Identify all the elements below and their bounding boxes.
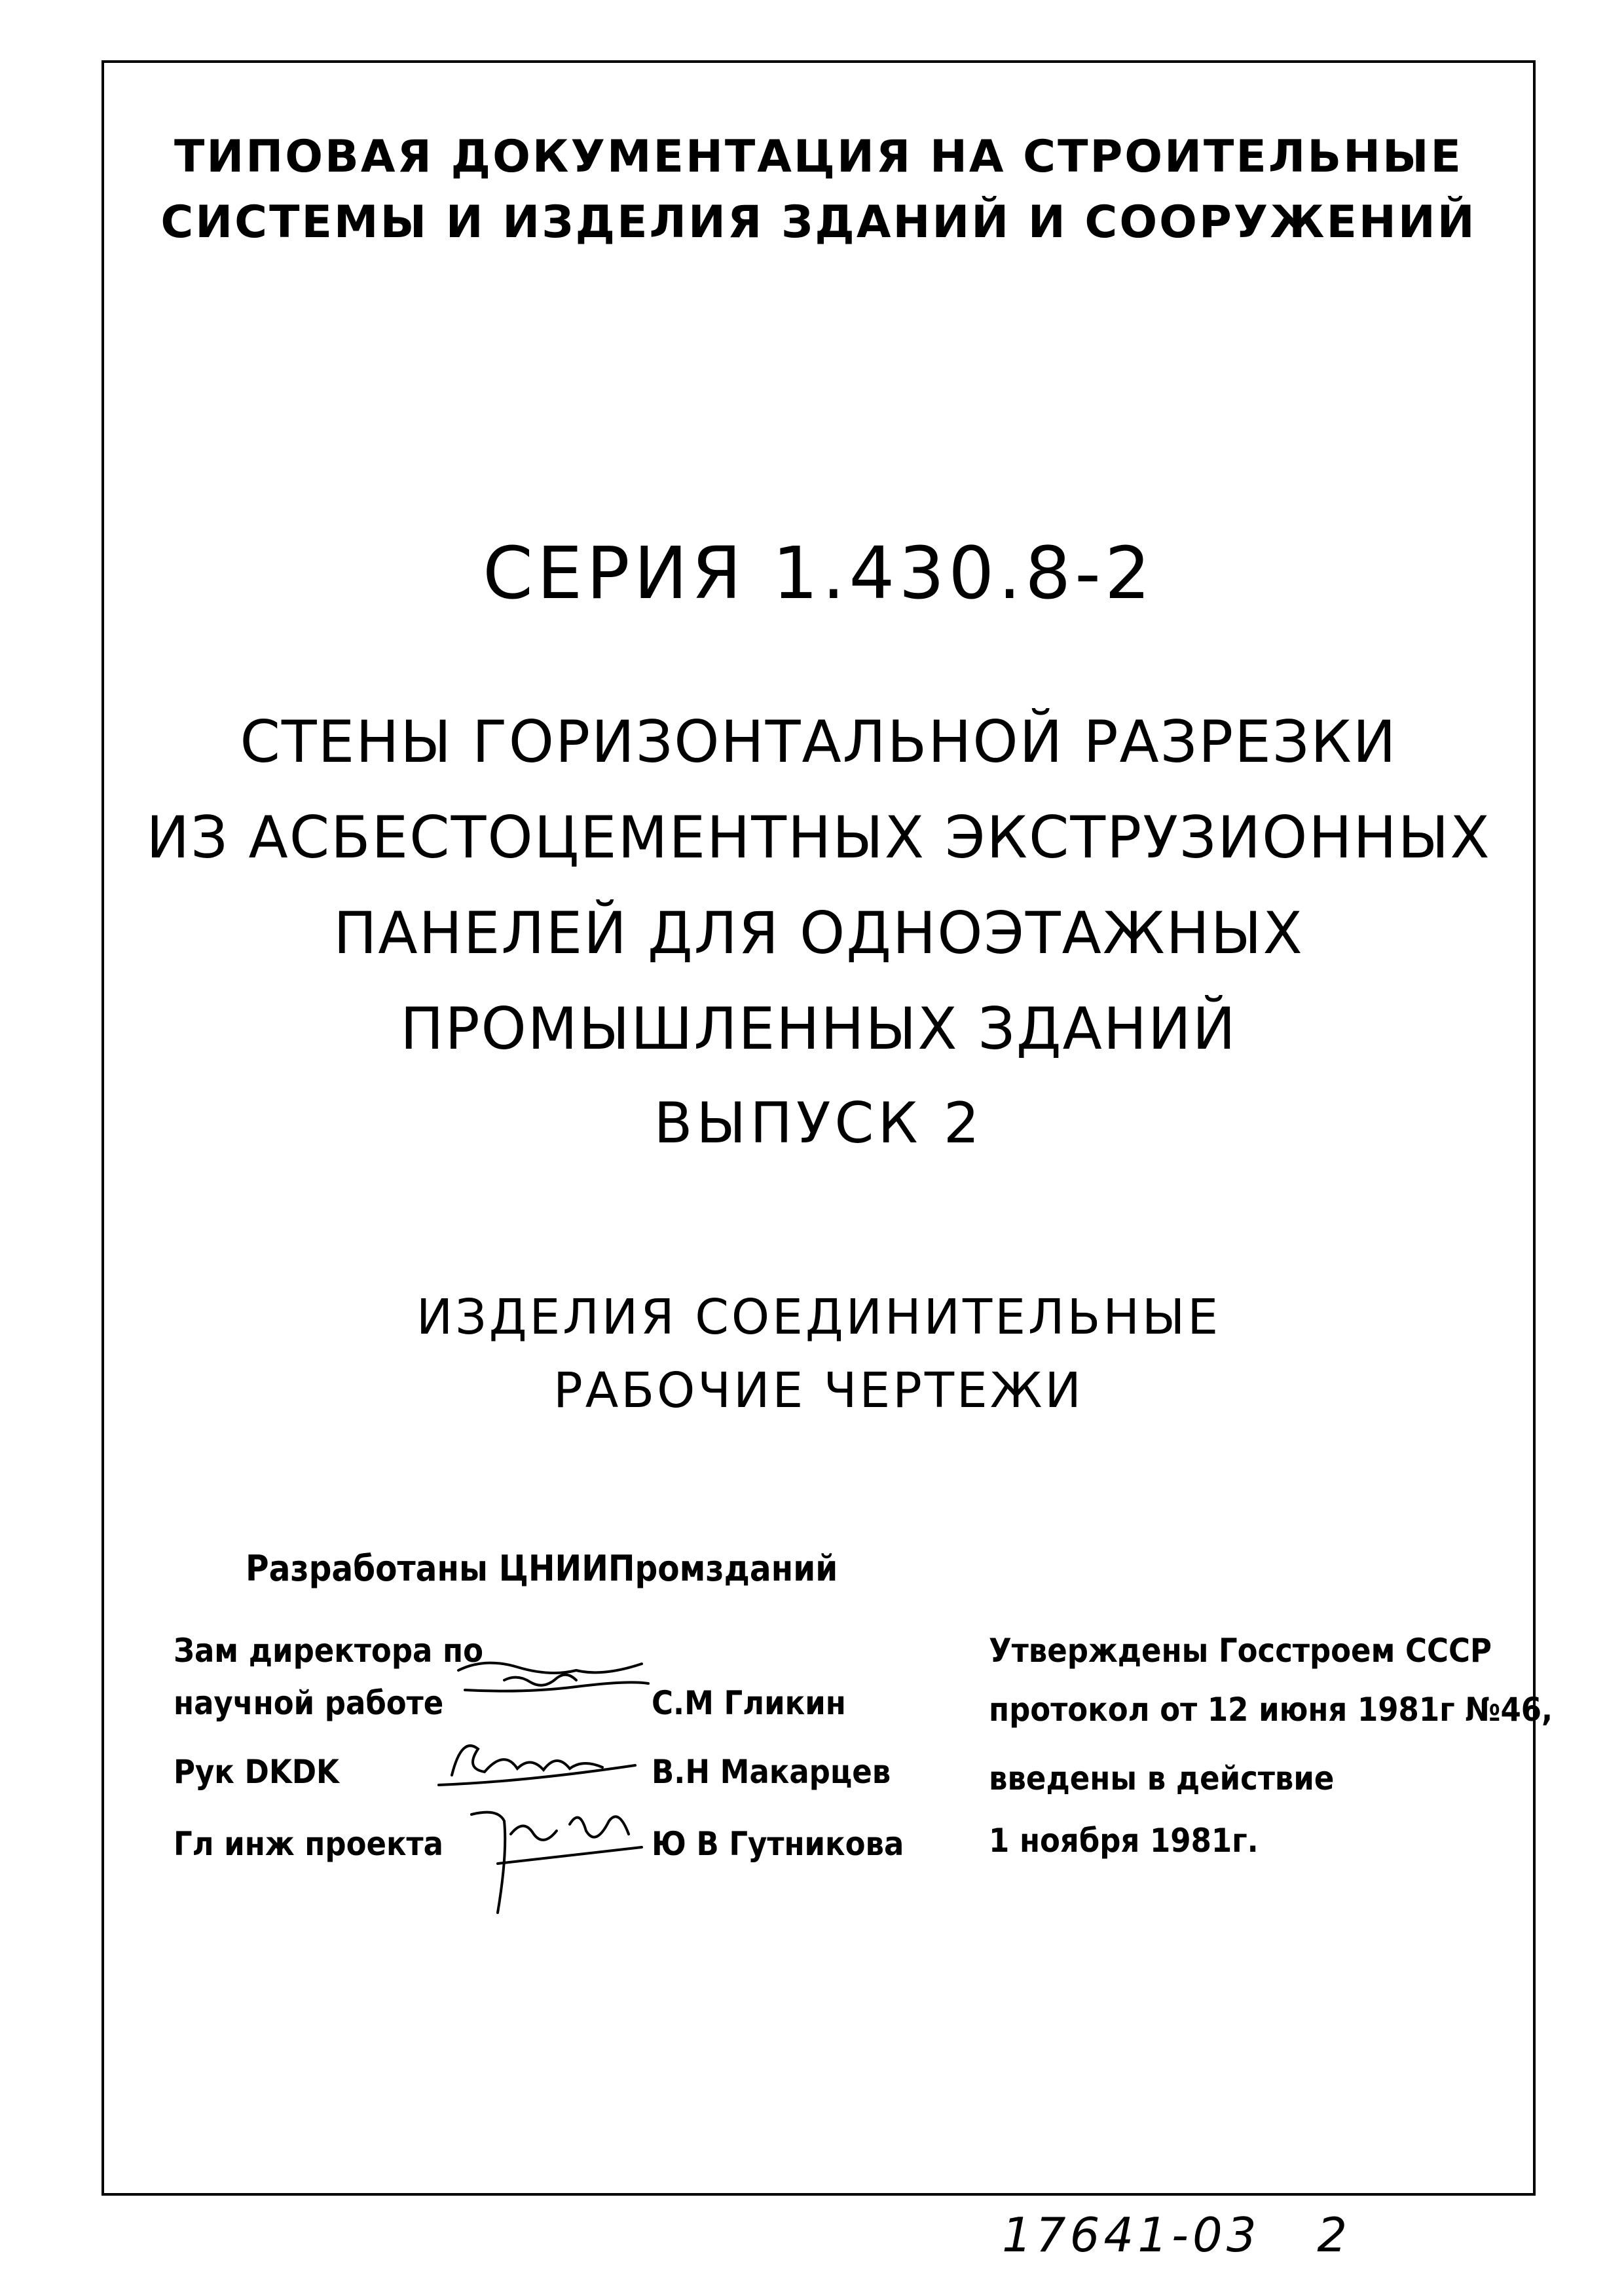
document-header (101, 124, 1536, 255)
title-line-4: ПРОМЫШЛЕННЫХ ЗДАНИЙ (400, 995, 1237, 1062)
footer-code: 17641-03 (1002, 2207, 1261, 2262)
product-line-1: ИЗДЕЛИЯ СОЕДИНИТЕЛЬНЫЕ (416, 1289, 1221, 1345)
signatory-name-2: В.Н Макарцев (652, 1753, 891, 1791)
footer-stamp (1002, 2207, 1351, 2262)
signature-3 (458, 1801, 655, 1919)
signatory-label-3: Рук DKDK (174, 1753, 339, 1791)
signature-2 (426, 1729, 648, 1795)
title-line-1: СТЕНЫ ГОРИЗОНТАЛЬНОЙ РАЗРЕЗКИ (240, 708, 1397, 776)
series-number: СЕРИЯ 1.430.8-2 (483, 531, 1154, 615)
signatory-name-3: Ю В Гутникова (652, 1825, 904, 1863)
header-line-1: ТИПОВАЯ ДОКУМЕНТАЦИЯ НА СТРОИТЕЛЬНЫЕ (174, 131, 1463, 183)
title-line-2: ИЗ АСБЕСТОЦЕМЕНТНЫХ ЭКСТРУЗИОННЫХ (146, 804, 1491, 871)
approval-line-1: Утверждены Госстроем СССР (989, 1632, 1492, 1670)
approval-line-3: введены в действие (989, 1759, 1335, 1797)
developer-org: Разработаны ЦНИИПромзданий (246, 1548, 838, 1589)
title-line-3: ПАНЕЛЕЙ ДЛЯ ОДНОЭТАЖНЫХ (333, 899, 1304, 967)
signature-1 (445, 1644, 655, 1703)
signatory-label-4: Гл инж проекта (174, 1825, 443, 1863)
product-description (101, 1281, 1536, 1427)
signatory-name-1: С.М Гликин (652, 1684, 846, 1722)
approval-line-2: протокол от 12 июня 1981г №46, (989, 1691, 1553, 1729)
product-line-2: РАБОЧИЕ ЧЕРТЕЖИ (553, 1362, 1084, 1419)
issue-number: ВЫПУСК 2 (654, 1091, 984, 1156)
document-title (101, 694, 1536, 1077)
approval-line-4: 1 ноября 1981г. (989, 1822, 1259, 1860)
footer-page: 2 (1317, 2207, 1352, 2262)
signatory-label-2: научной работе (174, 1684, 444, 1722)
signatory-label-1: Зам директора по (174, 1632, 483, 1670)
header-line-2: СИСТЕМЫ И ИЗДЕЛИЯ ЗДАНИЙ И СООРУЖЕНИЙ (160, 197, 1477, 248)
